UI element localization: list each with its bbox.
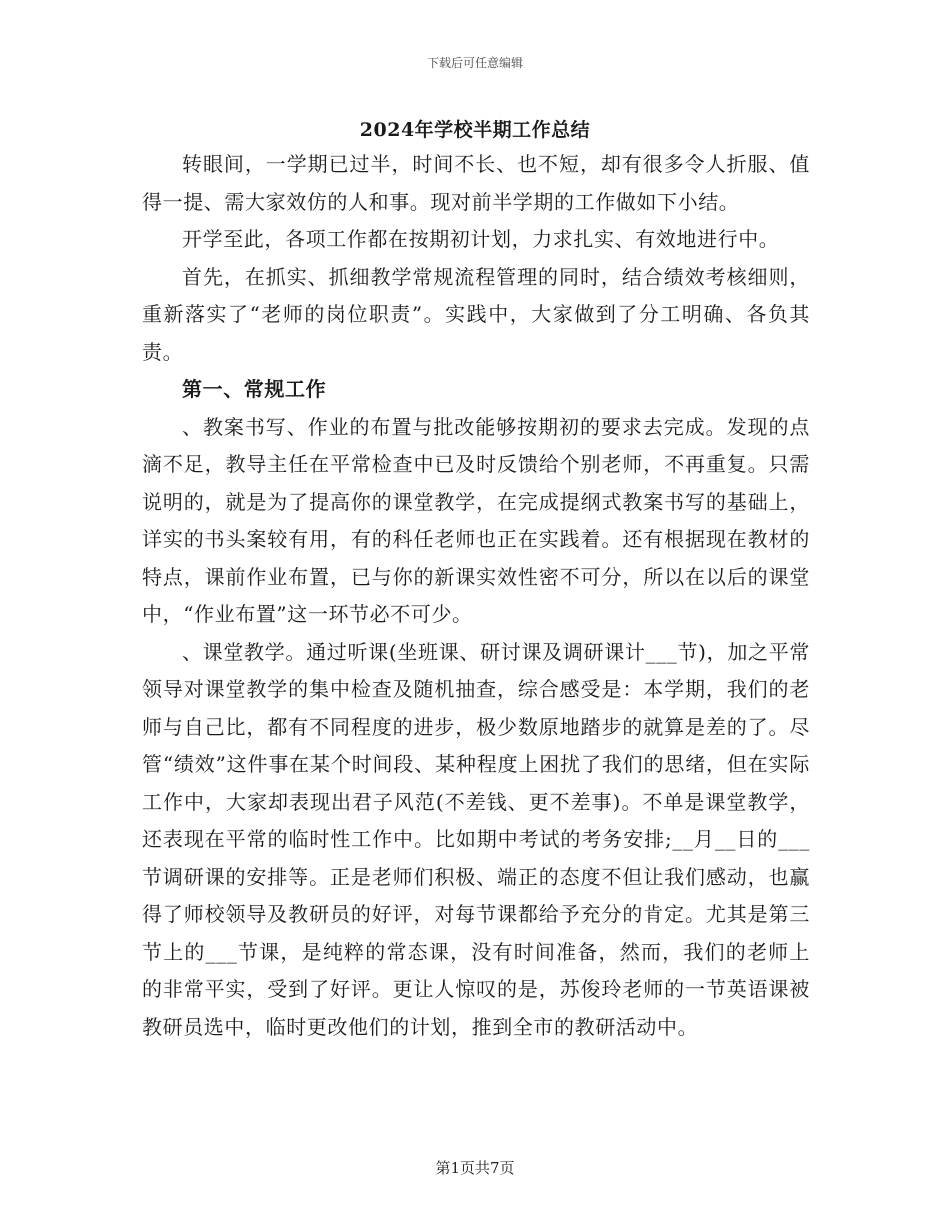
paragraph-classroom-teaching: 、课堂教学。通过听课(坐班课、研讨课及调研课计___节)，加之平常领导对课堂教学的集中检查及随机抽查，综合感受是：本学期，我们的老师与自己比，都有不同程度的进步，极少数原地踏步的就算是差的了。尽管“绩效”这件事在某个时间段、某种程度上困扰了我们的思绪，但在实际工作中，大家却表现出君子风范(不差钱、更不差事)。不单是课堂教学，还表现在平常的临时性工作中。比如期中考试的考务安排;__月__日的___节调研课的安排等。正是老师们积极、端正的态度不但让我们感动，也赢得了师校领导及教研员的好评，对每节课都给予充分的肯定。尤其是第三节上的___节课，是纯粹的常态课，没有时间准备，然而，我们的老师上的非常平实，受到了好评。更让人惊叹的是，苏俊玲老师的一节英语课被教研员选中，临时更改他们的计划，推到全市的教研活动中。 bbox=[142, 639, 810, 1039]
section-heading-routine-work: 第一、常规工作 bbox=[182, 377, 327, 401]
paragraph-intro: 转眼间，一学期已过半，时间不长、也不短，却有很多令人折服、值得一提、需大家效仿的人和事。现对前半学期的工作做如下小结。 bbox=[142, 152, 810, 214]
document-body bbox=[142, 146, 810, 1046]
header-note: 下载后可任意编辑 bbox=[426, 56, 523, 70]
document-title: 2024年学校半期工作总结 bbox=[359, 119, 591, 141]
paragraph-management: 首先，在抓实、抓细教学常规流程管理的同时，结合绩效考核细则，重新落实了“老师的岗位职责”。实践中，大家做到了分工明确、各负其责。 bbox=[142, 264, 810, 364]
paragraph-lesson-plans: 、教案书写、作业的布置与批改能够按期初的要求去完成。发现的点滴不足，教导主任在平常检查中已及时反馈给个别老师，不再重复。只需说明的，就是为了提高你的课堂教学，在完成提纲式教案书写的基础上，详实的书头案较有用，有的科任老师也正在实践着。还有根据现在教材的特点，课前作业布置，已与你的新课实效性密不可分，所以在以后的课堂中，“作业布置”这一环节必不可少。 bbox=[142, 414, 810, 626]
page-number: 第1页共7页 bbox=[435, 1159, 515, 1177]
paragraph-progress: 开学至此，各项工作都在按期初计划，力求扎实、有效地进行中。 bbox=[182, 227, 780, 251]
